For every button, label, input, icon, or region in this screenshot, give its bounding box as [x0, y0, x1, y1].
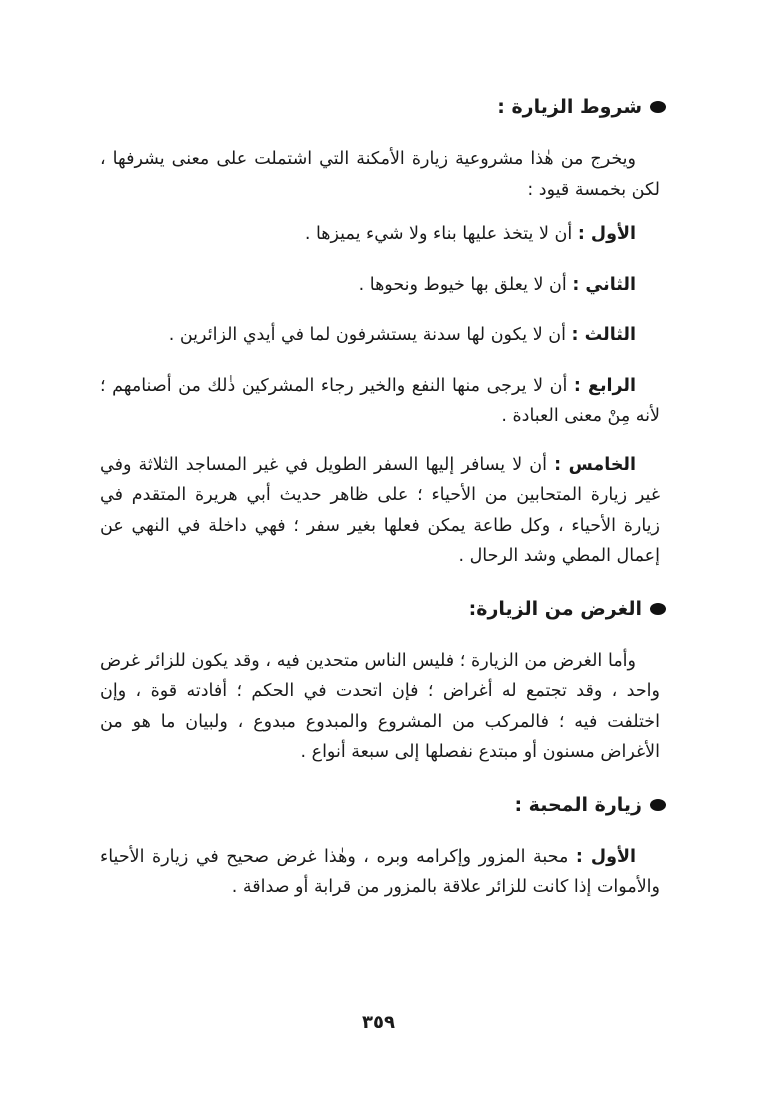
item-label: الأول : — [577, 224, 636, 244]
item-text: أن لا يسافر إليها السفر الطويل في غير المساجد الثلاثة وفي غير زيارة المتحابين من الأحياء ؛ على ظاهر حديث أبي هريرة المتقدم في زيارة الأحياء ، وكل طاعة يمكن فعلها بغير سفر ؛ فهي داخلة في النهي عن إعمال المطي وشد الرحال . — [100, 454, 660, 566]
love-paragraph — [100, 842, 660, 903]
condition-item-5 — [100, 450, 660, 572]
item-text: أن لا يرجى منها النفع والخير رجاء المشركين ذٰلك من أصنامهم ؛ لأنه مِنْ معنى العبادة . — [100, 375, 660, 426]
item-text: أن لا يكون لها سدنة يستشرفون لما في أيدي الزائرين . — [168, 325, 572, 345]
item-label: الأول : — [575, 846, 636, 867]
condition-item-2 — [100, 270, 660, 301]
item-label: الخامس : — [554, 454, 637, 475]
heading-text: زيارة المحبة : — [514, 793, 642, 816]
page-number: ٣٥٩ — [362, 1012, 395, 1033]
item-text: محبة المزور وإكرامه وبره ، وهٰذا غرض صحيح في زيارة الأحياء والأموات إذا كانت للزائر علاقة بالمزور من قرابة أو صداقة . — [100, 846, 660, 897]
item-label: الثاني : — [572, 274, 636, 295]
condition-item-4 — [100, 371, 660, 432]
heading-text: الغرض من الزيارة: — [468, 597, 642, 620]
item-text: أن لا يتخذ عليها بناء ولا شيء يميزها . — [304, 224, 578, 244]
item-text: أن لا يعلق بها خيوط ونحوها . — [358, 274, 573, 295]
bullet-icon — [650, 603, 666, 615]
page-body — [100, 92, 660, 903]
bullet-icon — [650, 799, 666, 811]
item-label: الرابع : — [573, 375, 636, 396]
purpose-paragraph: وأما الغرض من الزيارة ؛ فليس الناس متحدين فيه ، وقد يكون للزائر غرض واحد ، وقد تجتمع له أغراض ؛ فإن اتحدت في الحكم ؛ أفادته قوة ، وإن اختلفت فيه ؛ فالمركب من المشروع والمبدوع مبدوع ، ولبيان ما هو من الأغراض مسنون أو مبتدع نفصلها إلى سبعة أنواع . — [100, 650, 660, 762]
heading-text: شروط الزيارة : — [497, 96, 642, 118]
section-heading-love — [100, 790, 666, 820]
condition-item-3 — [100, 320, 660, 351]
section-heading-purpose — [100, 594, 666, 624]
bullet-icon — [650, 101, 666, 113]
item-label: الثالث : — [571, 325, 636, 345]
conditions-intro: ويخرج من هٰذا مشروعية زيارة الأمكنة التي اشتملت على معنى يشرفها ، لكن بخمسة قيود : — [100, 149, 660, 200]
section-heading-conditions — [100, 92, 666, 122]
condition-item-1 — [100, 219, 660, 250]
